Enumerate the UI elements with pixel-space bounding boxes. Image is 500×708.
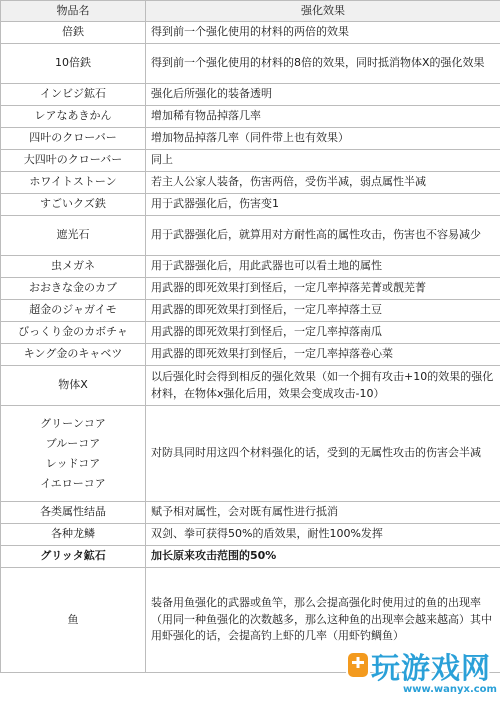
item-name: すごいクズ鉄 (1, 194, 146, 216)
table-row (1, 22, 500, 44)
table-row (1, 44, 500, 84)
item-effect: 若主人公家人装备，伤害两倍，受伤半减，弱点属性半减 (146, 172, 500, 194)
item-name: 倍鉄 (1, 22, 146, 44)
table-row (1, 128, 500, 150)
table-row (1, 322, 500, 344)
table-row (1, 172, 500, 194)
item-name: 超金のジャガイモ (1, 300, 146, 322)
item-effect: 同上 (146, 150, 500, 172)
table-row (1, 216, 500, 256)
table-row (1, 84, 500, 106)
table-row (1, 300, 500, 322)
item-effect: 用武器的即死效果打到怪后，一定几率掉落芜菁或靓芜菁 (146, 278, 500, 300)
item-effect: 强化后所强化的装备透明 (146, 84, 500, 106)
item-effect: 对防具同时用这四个材料强化的话，受到的无属性攻击的伤害会半减 (146, 406, 500, 502)
table-header-row (1, 1, 500, 22)
item-name: 各种龙鳞 (1, 524, 146, 546)
table-row (1, 546, 500, 568)
column-header-effect: 强化效果 (146, 1, 500, 22)
item-name-group (1, 406, 146, 502)
item-name: レアなあきかん (1, 106, 146, 128)
item-name: グリーンコア (40, 416, 106, 430)
item-name: びっくり金のカボチャ (1, 322, 146, 344)
item-effect: 得到前一个强化使用的材料的两倍的效果 (146, 22, 500, 44)
item-name: ブルーコア (45, 436, 101, 450)
watermark-url: www.wanyx.com (403, 684, 497, 695)
item-effect: 加长原来攻击范围的50% (146, 546, 500, 568)
item-name: 鱼 (1, 568, 146, 673)
item-effect: 增加物品掉落几率（同件带上也有效果） (146, 128, 500, 150)
table-row (1, 568, 500, 673)
item-effect: 用于武器强化后，就算用对方耐性高的属性攻击，伤害也不容易减少 (146, 216, 500, 256)
item-effect: 得到前一个强化使用的材料的8倍的效果，同时抵消物体X的强化效果 (146, 44, 500, 84)
item-effect: 双剑、拳可获得50%的盾效果，耐性100%发挥 (146, 524, 500, 546)
item-name: 物体X (1, 366, 146, 406)
watermark-text: 玩游戏网 (371, 651, 492, 685)
table-row (1, 366, 500, 406)
item-name: ホワイトストーン (1, 172, 146, 194)
table-row (1, 278, 500, 300)
item-name: 虫メガネ (1, 256, 146, 278)
item-effect: 用武器的即死效果打到怪后，一定几率掉落土豆 (146, 300, 500, 322)
item-name: 10倍鉄 (1, 44, 146, 84)
item-effect: 用武器的即死效果打到怪后，一定几率掉落卷心菜 (146, 344, 500, 366)
table-row (1, 344, 500, 366)
item-name: 四叶のクローバー (1, 128, 146, 150)
item-name: 大四叶のクローバー (1, 150, 146, 172)
item-effect: 用于武器强化后，伤害变1 (146, 194, 500, 216)
table-row (1, 194, 500, 216)
item-name: おおきな金のカブ (1, 278, 146, 300)
item-name: キング金のキャベツ (1, 344, 146, 366)
table-row (1, 524, 500, 546)
table-row (1, 256, 500, 278)
item-name: インビジ鉱石 (1, 84, 146, 106)
item-name: 遮光石 (1, 216, 146, 256)
table-row (1, 406, 500, 502)
item-effect: 增加稀有物品掉落几率 (146, 106, 500, 128)
item-effect: 赋予相对属性，会对既有属性进行抵消 (146, 502, 500, 524)
item-effect: 用武器的即死效果打到怪后，一定几率掉落南瓜 (146, 322, 500, 344)
item-name: 各类属性结晶 (1, 502, 146, 524)
item-effect: 以后强化时会得到相反的强化效果（如一个拥有攻击+10的效果的强化材料，在物体x强化后用，效果会变成攻击-10） (146, 366, 500, 406)
table-row (1, 106, 500, 128)
item-name: イエローコア (40, 476, 106, 490)
item-effect: 用于武器强化后，用此武器也可以看土地的属性 (146, 256, 500, 278)
table-row (1, 150, 500, 172)
column-header-item-name: 物品名 (1, 1, 146, 22)
item-name: グリッタ鉱石 (1, 546, 146, 568)
item-effect: 装备用鱼强化的武器或鱼竿，那么会提高强化时使用过的鱼的出现率（用同一种鱼强化的次数越多，那么这种鱼的出现率会越来越高）其中用虾强化的话，会提高钓上虾的几率（用虾钓鲷鱼） (146, 568, 500, 673)
item-name: レッドコア (45, 456, 101, 470)
table-row (1, 502, 500, 524)
